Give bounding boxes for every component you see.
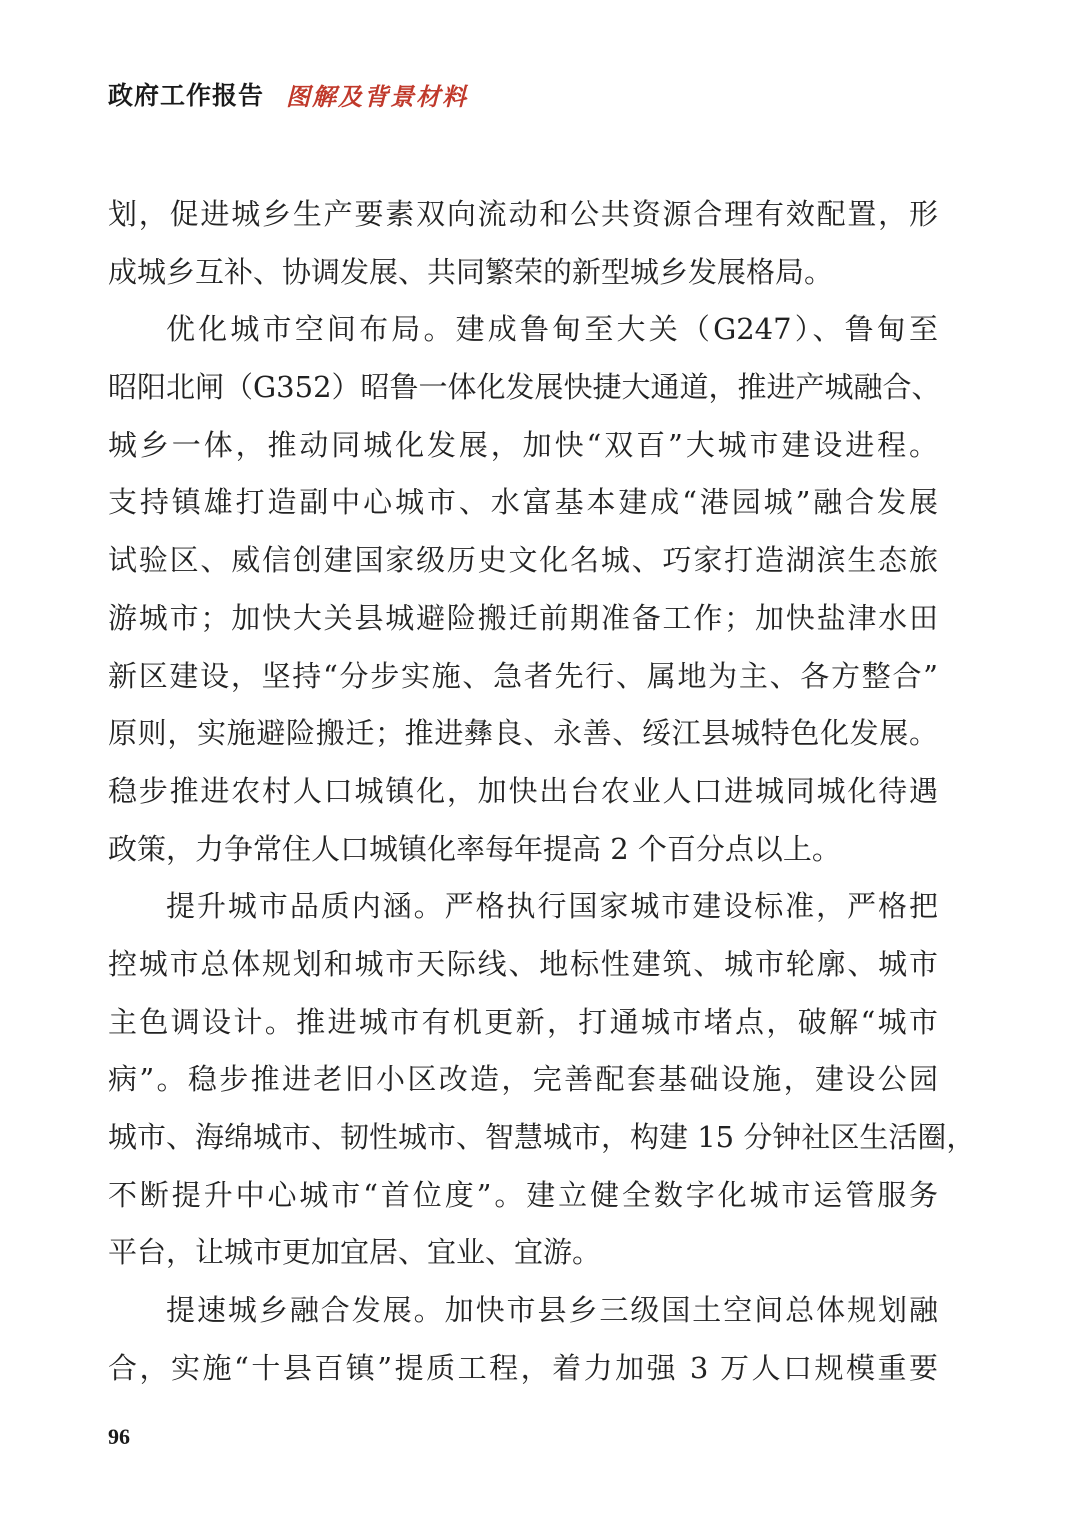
text-line: 控城市总体规划和城市天际线、地标性建筑、城市轮廓、城市	[108, 946, 938, 981]
paragraph-heading-line: 优化城市空间布局。建成鲁甸至大关（G247）、鲁甸至	[166, 312, 938, 347]
text-line: 政策，力争常住人口城镇化率每年提高 2 个百分点以上。	[108, 831, 841, 866]
text-line: 主色调设计。推进城市有机更新，打通城市堵点，破解“城市	[108, 1004, 938, 1039]
page-number: 96	[108, 1424, 130, 1449]
paragraph-heading-line: 提升城市品质内涵。严格执行国家城市建设标准，严格把	[166, 889, 938, 924]
text-line: 稳步推进农村人口城镇化，加快出台农业人口进城同城化待遇	[108, 773, 938, 808]
text-line: 病”。稳步推进老旧小区改造，完善配套基础设施，建设公园	[108, 1062, 938, 1097]
text-line: 不断提升中心城市“首位度”。建立健全数字化城市运管服务	[108, 1177, 938, 1212]
text-line: 原则，实施避险搬迁；推进彝良、永善、绥江县城特色化发展。	[108, 716, 938, 751]
header-title: 政府工作报告	[108, 81, 265, 110]
paragraph-heading-line: 提速城乡融合发展。加快市县乡三级国土空间总体规划融	[166, 1293, 938, 1328]
text-line: 城市、海绵城市、韧性城市、智慧城市，构建 15 分钟社区生活圈，	[108, 1120, 976, 1154]
text-line: 试验区、威信创建国家级历史文化名城、巧家打造湖滨生态旅	[108, 543, 938, 578]
text-line: 游城市；加快大关县城避险搬迁前期准备工作；加快盐津水田	[108, 600, 938, 635]
text-line: 成城乡互补、协调发展、共同繁荣的新型城乡发展格局。	[108, 254, 834, 289]
header-subtitle-logo: 图解及背景材料	[286, 81, 469, 111]
text-line: 新区建设，坚持“分步实施、急者先行、属地为主、各方整合”	[108, 658, 938, 693]
body-text	[108, 186, 976, 1397]
text-line: 合，实施“十县百镇”提质工程，着力加强 3 万人口规模重要	[108, 1350, 938, 1385]
text-line: 城乡一体，推动同城化发展，加快“双百”大城市建设进程。	[108, 427, 938, 462]
text-line: 支持镇雄打造副中心城市、水富基本建成“港园城”融合发展	[108, 485, 938, 520]
text-line: 平台，让城市更加宜居、宜业、宜游。	[108, 1235, 602, 1270]
text-line: 昭阳北闸（G352）昭鲁一体化发展快捷大通道，推进产城融合、	[108, 370, 941, 405]
page-header	[108, 72, 468, 116]
text-line: 划，促进城乡生产要素双向流动和公共资源合理有效配置，形	[108, 197, 938, 231]
